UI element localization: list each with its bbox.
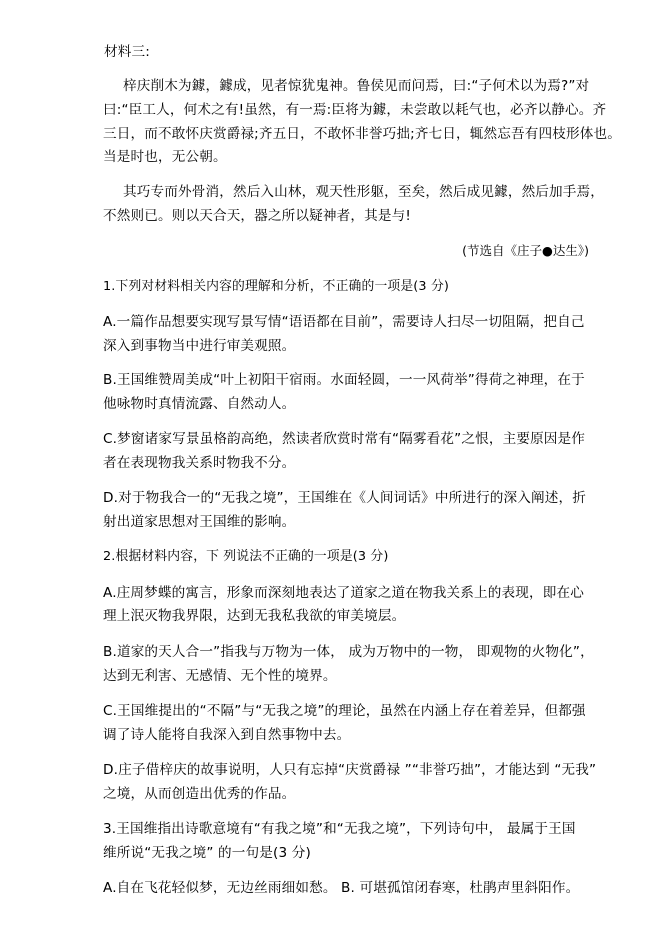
q2-option-a-line-1: A.庄周梦蝶的寓言，形象而深刻地表达了道家之道在物我关系上的表现，即在心 [103,585,584,601]
source-citation: (节选自《庄子●达生》) [462,243,589,258]
q2-stem: 2.根据材料内容，下 列说法不正确的一项是(3 分) [103,549,389,564]
q2-option-c-line-2: 调了诗人能将自我深入到自然事物中去。 [103,727,351,743]
q3-options-ab: A.自在飞花轻似梦，无边丝雨细如愁。 B. 可堪孤馆闭春寒，杜鹃声里斜阳作。 [103,880,580,896]
q3-stem-line-2: 维所说“无我之境” 的一句是(3 分) [103,845,311,861]
q1-option-a-line-2: 深入到事物当中进行审美观照。 [103,338,296,354]
q2-option-d-line-1: D.庄子借梓庆的故事说明，人只有忘掉“庆赏爵禄 ”“非誉巧拙”，才能达到 “无我” [103,762,597,778]
q1-option-c-line-1: C.梦窗诸家写景虽格韵高绝，然读者欣赏时常有“隔雾看花”之恨，主要原因是作 [103,431,586,447]
material-heading: 材料三: [104,44,150,60]
q1-stem: 1.下列对材料相关内容的理解和分析，不正确的一项是(3 分) [103,279,450,294]
q2-option-d-line-2: 之境，从而创造出优秀的作品。 [103,786,296,802]
q1-option-b-line-1: B.王国维赞周美成“叶上初阳干宿雨。水面轻圆，一一风荷举”得荷之神理，在于 [103,372,585,388]
q2-option-b-line-1: B.道家的天人合一”指我与万物为一体， 成为万物中的一物， 即观物的火物化”， [103,644,594,660]
q2-option-b-line-2: 达到无利害、无感情、无个性的境界。 [103,668,337,684]
q2-option-a-line-2: 理上泯灭物我界限，达到无我私我欲的审美境层。 [103,608,406,624]
material-p1-line-2: 曰:“臣工人，何术之有!虽然，有一焉:臣将为鐻，未尝敢以耗气也，必齐以静心。齐 [103,102,607,118]
q1-option-c-line-2: 者在表现物我关系时物我不分。 [103,455,296,471]
material-p1-line-1: 梓庆削木为鐻，鐻成，见者惊犹鬼神。鲁侯见而问焉，曰:“子何术以为焉?”对 [123,78,590,94]
q1-option-a-line-1: A.一篇作品想要实现写景写情“语语都在目前”，需要诗人扫尽一切阻隔，把自己 [103,314,585,330]
material-p2-line-1: 其巧专而外骨消，然后入山林，观天性形躯，至矣，然后成见鐻，然后加手焉， [123,184,605,200]
q1-option-d-line-1: D.对于物我合一的“无我之境”，王国维在《人间词话》中所进行的深入阐述，折 [103,490,587,506]
q1-option-d-line-2: 射出道家思想对王国维的影响。 [103,514,296,530]
q1-option-b-line-2: 他咏物时真情流露、自然动人。 [103,396,296,412]
q3-stem-line-1: 3.王国维指出诗歌意境有“有我之境”和“无我之境”，下列诗句中， 最属于王国 [103,821,576,837]
material-p1-line-4: 当是时也，无公朝。 [103,149,227,165]
material-p2-line-2: 不然则已。则以天合天，器之所以疑神者，其是与! [103,208,411,224]
material-p1-line-3: 三日，而不敢怀庆赏爵禄;齐五日，不敢怀非誉巧拙;齐七日，辄然忘吾有四枝形体也。 [103,126,621,142]
q2-option-c-line-1: C.王国维提出的“不隔”与“无我之境”的理论，虽然在内涵上存在着差异，但都强 [103,703,586,719]
